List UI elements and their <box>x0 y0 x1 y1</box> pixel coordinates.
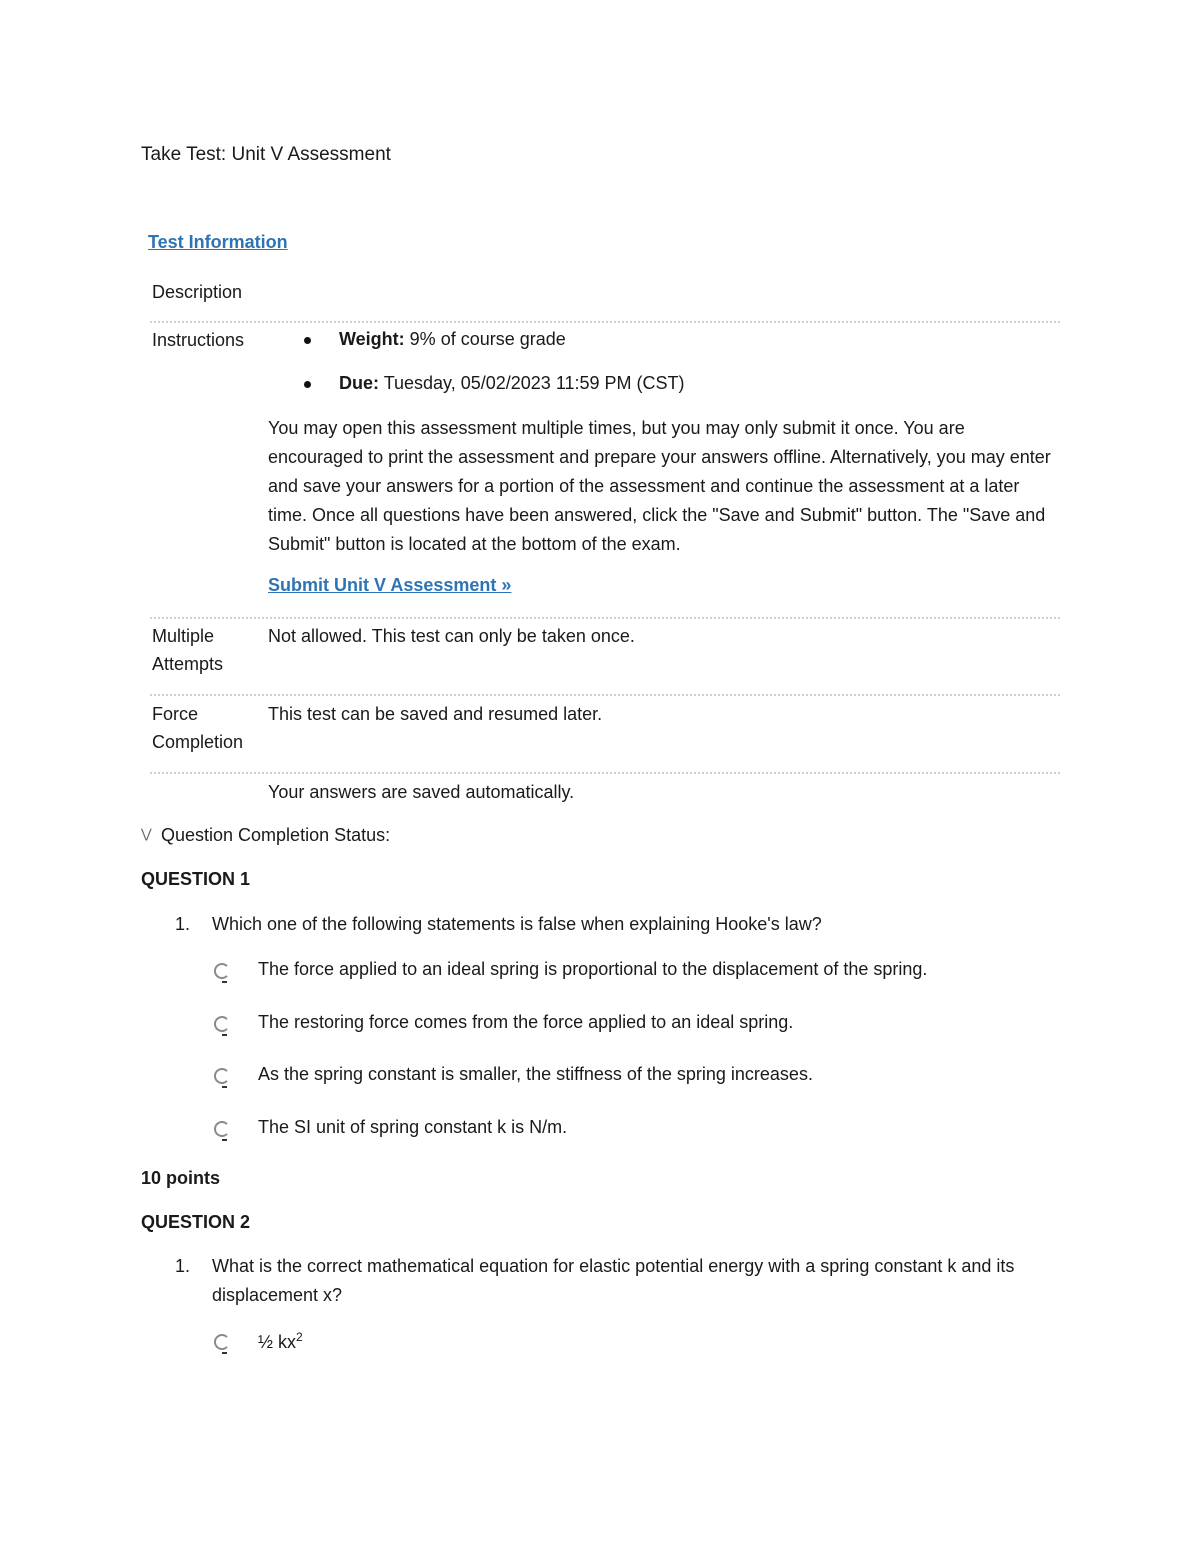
answer-option-exponent: 2 <box>296 1330 303 1344</box>
due-value: Tuesday, 05/02/2023 11:59 PM (CST) <box>383 373 685 393</box>
answer-option[interactable]: The restoring force comes from the force applied to an ideal spring. <box>258 1012 794 1032</box>
instructions-paragraph: You may open this assessment multiple times, but you may only submit it once. You are encouraged to print the assessment and prepare your answers offline. Alternatively, you may enter and save your answers for a portion of the assessment and continue the assessment at a later time. Once all questions have been answered, click the "Save and Submit" button. The "Save and Submit" button is located at the bottom of the exam. <box>268 418 1051 554</box>
weight-value: 9% of course grade <box>409 329 566 349</box>
bullet-icon <box>304 337 311 344</box>
submit-assessment-link[interactable]: Submit Unit V Assessment » <box>268 575 512 595</box>
divider <box>150 694 1060 696</box>
question-text: Which one of the following statements is false when explaining Hooke's law? <box>212 914 822 934</box>
question-heading: QUESTION 1 <box>141 869 251 889</box>
force-completion-value: This test can be saved and resumed later. <box>268 704 603 724</box>
radio-button[interactable] <box>214 1334 230 1350</box>
question-heading: QUESTION 2 <box>141 1212 251 1232</box>
chevron-down-icon[interactable]: ⋁ <box>141 826 152 841</box>
divider <box>150 772 1060 774</box>
question-number: 1. <box>175 914 191 934</box>
radio-button[interactable] <box>214 963 230 979</box>
question-completion-status[interactable]: Question Completion Status: <box>161 825 391 845</box>
question-points: 10 points <box>141 1168 221 1188</box>
page-title: Take Test: Unit V Assessment <box>141 144 391 165</box>
due-label: Due: <box>339 373 379 393</box>
answer-option-base: ½ kx <box>258 1332 297 1352</box>
multiple-attempts-label-line2: Attempts <box>152 654 224 674</box>
divider <box>150 617 1060 619</box>
multiple-attempts-value: Not allowed. This test can only be taken once. <box>268 626 635 646</box>
radio-button[interactable] <box>214 1121 230 1137</box>
radio-button[interactable] <box>214 1068 230 1084</box>
test-information-link[interactable]: Test Information <box>148 232 288 252</box>
question-text: What is the correct mathematical equation for elastic potential energy with a spring constant k and its displacement x? <box>212 1256 1015 1305</box>
weight-label: Weight: <box>339 329 405 349</box>
instructions-label: Instructions <box>152 330 245 350</box>
due-item <box>339 373 685 394</box>
weight-item <box>339 329 566 350</box>
question-number: 1. <box>175 1256 191 1276</box>
multiple-attempts-label-line1: Multiple <box>152 626 215 646</box>
autosave-note: Your answers are saved automatically. <box>268 782 575 802</box>
answer-option[interactable] <box>258 1330 303 1353</box>
answer-option[interactable]: The force applied to an ideal spring is proportional to the displacement of the spring. <box>258 959 928 979</box>
bullet-icon <box>304 381 311 388</box>
answer-option[interactable]: As the spring constant is smaller, the stiffness of the spring increases. <box>258 1064 813 1084</box>
force-completion-label-line2: Completion <box>152 732 244 752</box>
divider <box>150 321 1060 323</box>
answer-option[interactable]: The SI unit of spring constant k is N/m. <box>258 1117 568 1137</box>
radio-button[interactable] <box>214 1016 230 1032</box>
force-completion-label-line1: Force <box>152 704 199 724</box>
description-label: Description <box>152 282 243 302</box>
